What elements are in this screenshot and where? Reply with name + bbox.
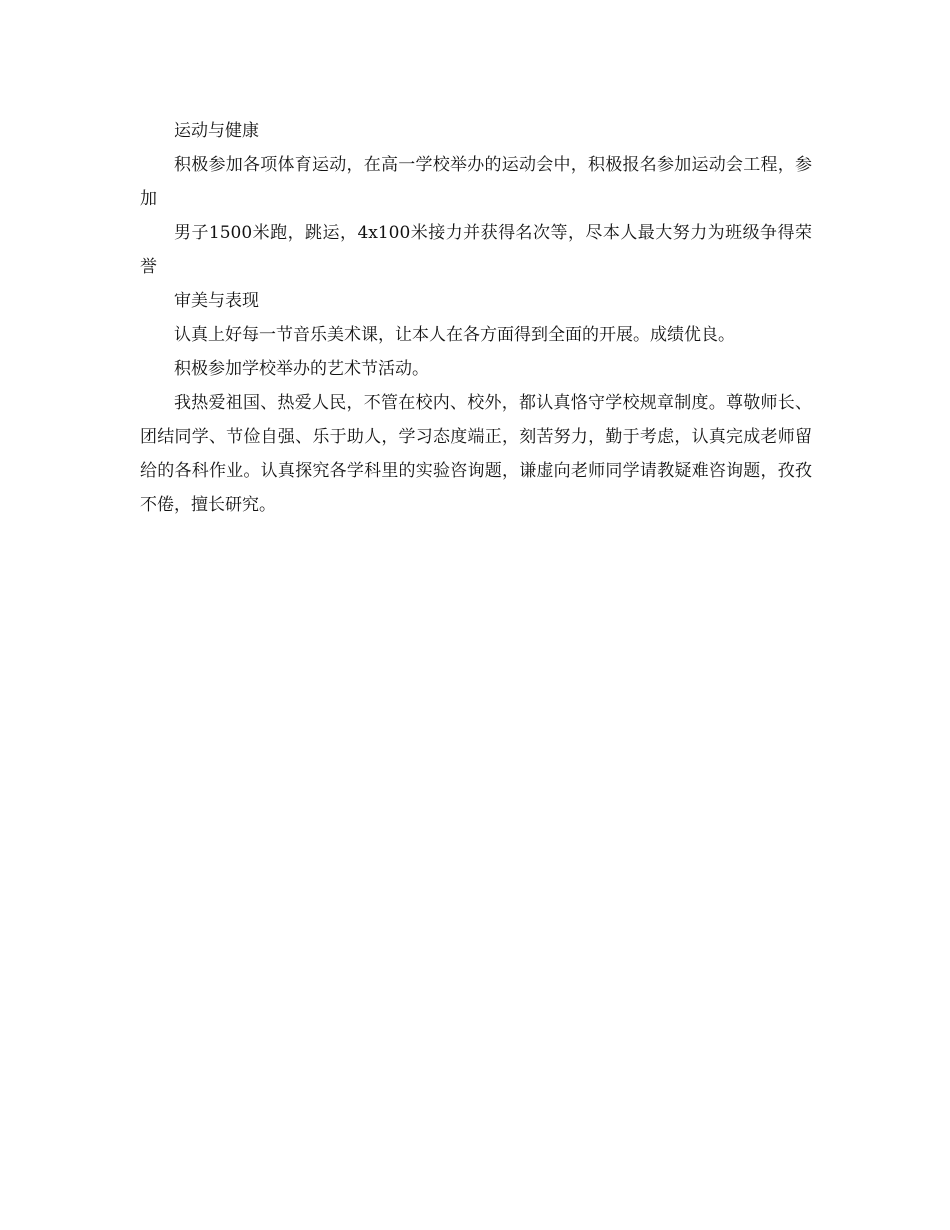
paragraph-sports-achievements: 男子1500米跑，跳运，4x100米接力并获得名次等，尽本人最大努力为班级争得荣誉	[140, 223, 812, 277]
paragraph-self-assessment: 我热爱祖国、热爱人民，不管在校内、校外，都认真恪守学校规章制度。尊敬师长、团结同学、节俭自强、乐于助人，学习态度端正，刻苦努力，勤于考虑，认真完成老师留给的各科作业。认真探究各学科里的实验咨询题，谦虚向老师同学请教疑难咨询题，孜孜不倦，擅长研究。	[140, 393, 812, 515]
document-body	[140, 114, 812, 522]
paragraph-art-festival: 积极参加学校举办的艺术节活动。	[174, 359, 429, 379]
paragraph-art-classes: 认真上好每一节音乐美术课，让本人在各方面得到全面的开展。成绩优良。	[174, 325, 735, 345]
paragraph-sports-participation: 积极参加各项体育运动，在高一学校举办的运动会中，积极报名参加运动会工程，参加	[140, 155, 812, 209]
section-heading-sports-health: 运动与健康	[174, 121, 259, 141]
section-heading-aesthetics: 审美与表现	[174, 291, 259, 311]
